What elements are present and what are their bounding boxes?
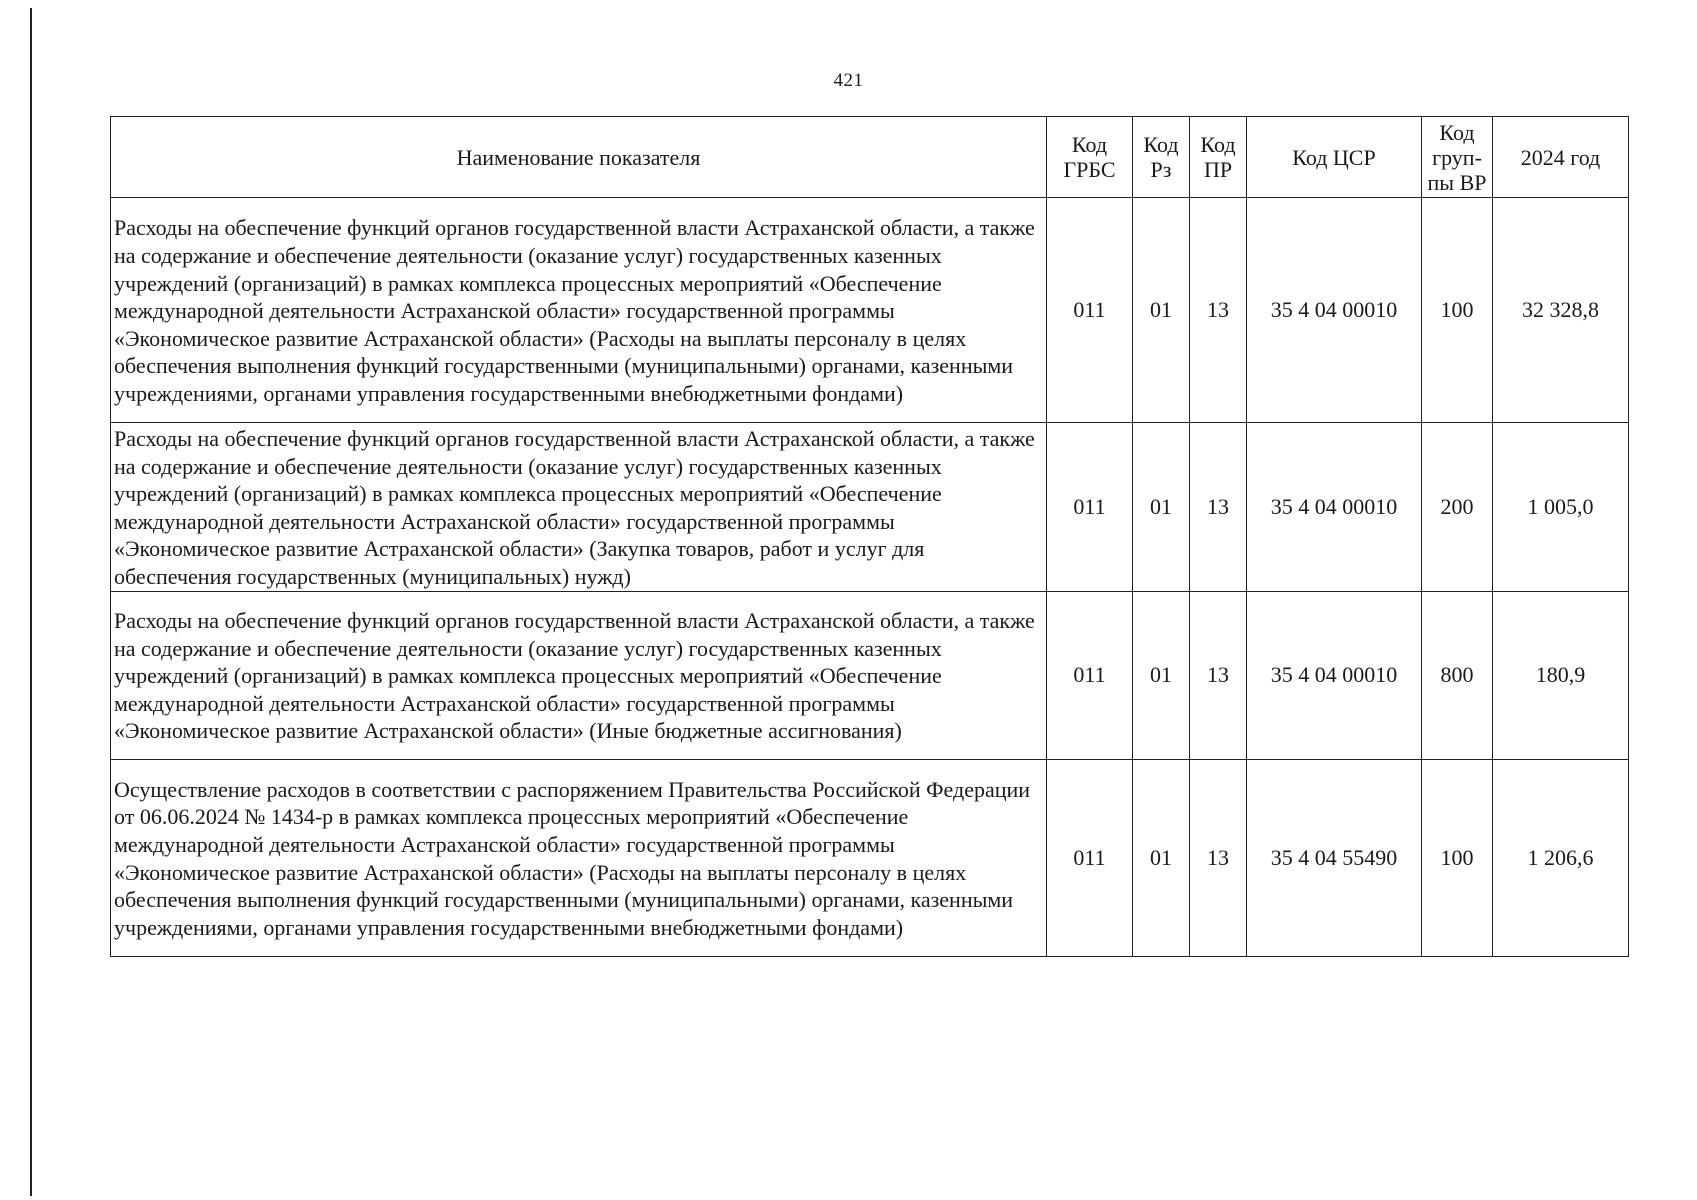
row-amount-2024: 32 328,8 [1493,198,1629,423]
row-indicator-name: Расходы на обеспечение функций органов государственной власти Астраханской области, а также на содержание и обеспечение деятельности (оказание услуг) государственных казенных учреждений (организаций) в рамках комплекса процессных мероприятий «Обеспечение международной деятельности Астраханской области» государственной программы «Экономическое развитие Астраханской области» (Закупка товаров, работ и услуг для обеспечения государственных (муниципальных) нужд) [111,423,1047,592]
row-pr-code: 13 [1190,591,1247,759]
row-indicator-name: Расходы на обеспечение функций органов государственной власти Астраханской области, а также на содержание и обеспечение деятельности (оказание услуг) государственных казенных учреждений (организаций) в рамках комплекса процессных мероприятий «Обеспечение международной деятельности Астраханской области» государственной программы «Экономическое развитие Астраханской области» (Расходы на выплаты персоналу в целях обеспечения выполнения функций государственными (муниципальными) органами, казенными учреждениями, органами управления государственными внебюджетными фондами) [111,198,1047,423]
row-rz-code: 01 [1133,423,1190,592]
table-row [111,198,1629,423]
row-grbs-code: 011 [1047,423,1133,592]
table-header-row [111,117,1629,198]
row-grbs-code: 011 [1047,591,1133,759]
header-pr-code: Код ПР [1190,117,1247,198]
row-amount-2024: 1 005,0 [1493,423,1629,592]
header-year-2024: 2024 год [1493,117,1629,198]
row-vr-group-code: 800 [1422,591,1493,759]
row-pr-code: 13 [1190,759,1247,956]
header-vr-group-code: Код груп-пы ВР [1422,117,1493,198]
row-csr-code: 35 4 04 55490 [1247,759,1422,956]
row-vr-group-code: 100 [1422,198,1493,423]
header-grbs-code: Код ГРБС [1047,117,1133,198]
table-row [111,591,1629,759]
row-csr-code: 35 4 04 00010 [1247,423,1422,592]
table-row [111,759,1629,956]
row-amount-2024: 180,9 [1493,591,1629,759]
header-indicator-name: Наименование показателя [111,117,1047,198]
row-vr-group-code: 200 [1422,423,1493,592]
budget-table [110,116,1629,957]
row-csr-code: 35 4 04 00010 [1247,198,1422,423]
table-row [111,423,1629,592]
row-rz-code: 01 [1133,591,1190,759]
row-pr-code: 13 [1190,423,1247,592]
row-indicator-name: Осуществление расходов в соответствии с распоряжением Правительства Российской Федерации от 06.06.2024 № 1434-р в рамках комплекса процессных мероприятий «Обеспечение международной деятельности Астраханской области» государственной программы «Экономическое развитие Астраханской области» (Расходы на выплаты персоналу в целях обеспечения выполнения функций государственными (муниципальными) органами, казенными учреждениями, органами управления государственными внебюджетными фондами) [111,759,1047,956]
row-amount-2024: 1 206,6 [1493,759,1629,956]
row-indicator-name: Расходы на обеспечение функций органов государственной власти Астраханской области, а также на содержание и обеспечение деятельности (оказание услуг) государственных казенных учреждений (организаций) в рамках комплекса процессных мероприятий «Обеспечение международной деятельности Астраханской области» государственной программы «Экономическое развитие Астраханской области» (Иные бюджетные ассигнования) [111,591,1047,759]
page-number: 421 [833,70,864,91]
row-rz-code: 01 [1133,759,1190,956]
row-grbs-code: 011 [1047,198,1133,423]
row-csr-code: 35 4 04 00010 [1247,591,1422,759]
row-rz-code: 01 [1133,198,1190,423]
header-rz-code: Код Рз [1133,117,1190,198]
header-csr-code: Код ЦСР [1247,117,1422,198]
row-pr-code: 13 [1190,198,1247,423]
row-grbs-code: 011 [1047,759,1133,956]
binding-margin-line [30,8,32,1196]
row-vr-group-code: 100 [1422,759,1493,956]
